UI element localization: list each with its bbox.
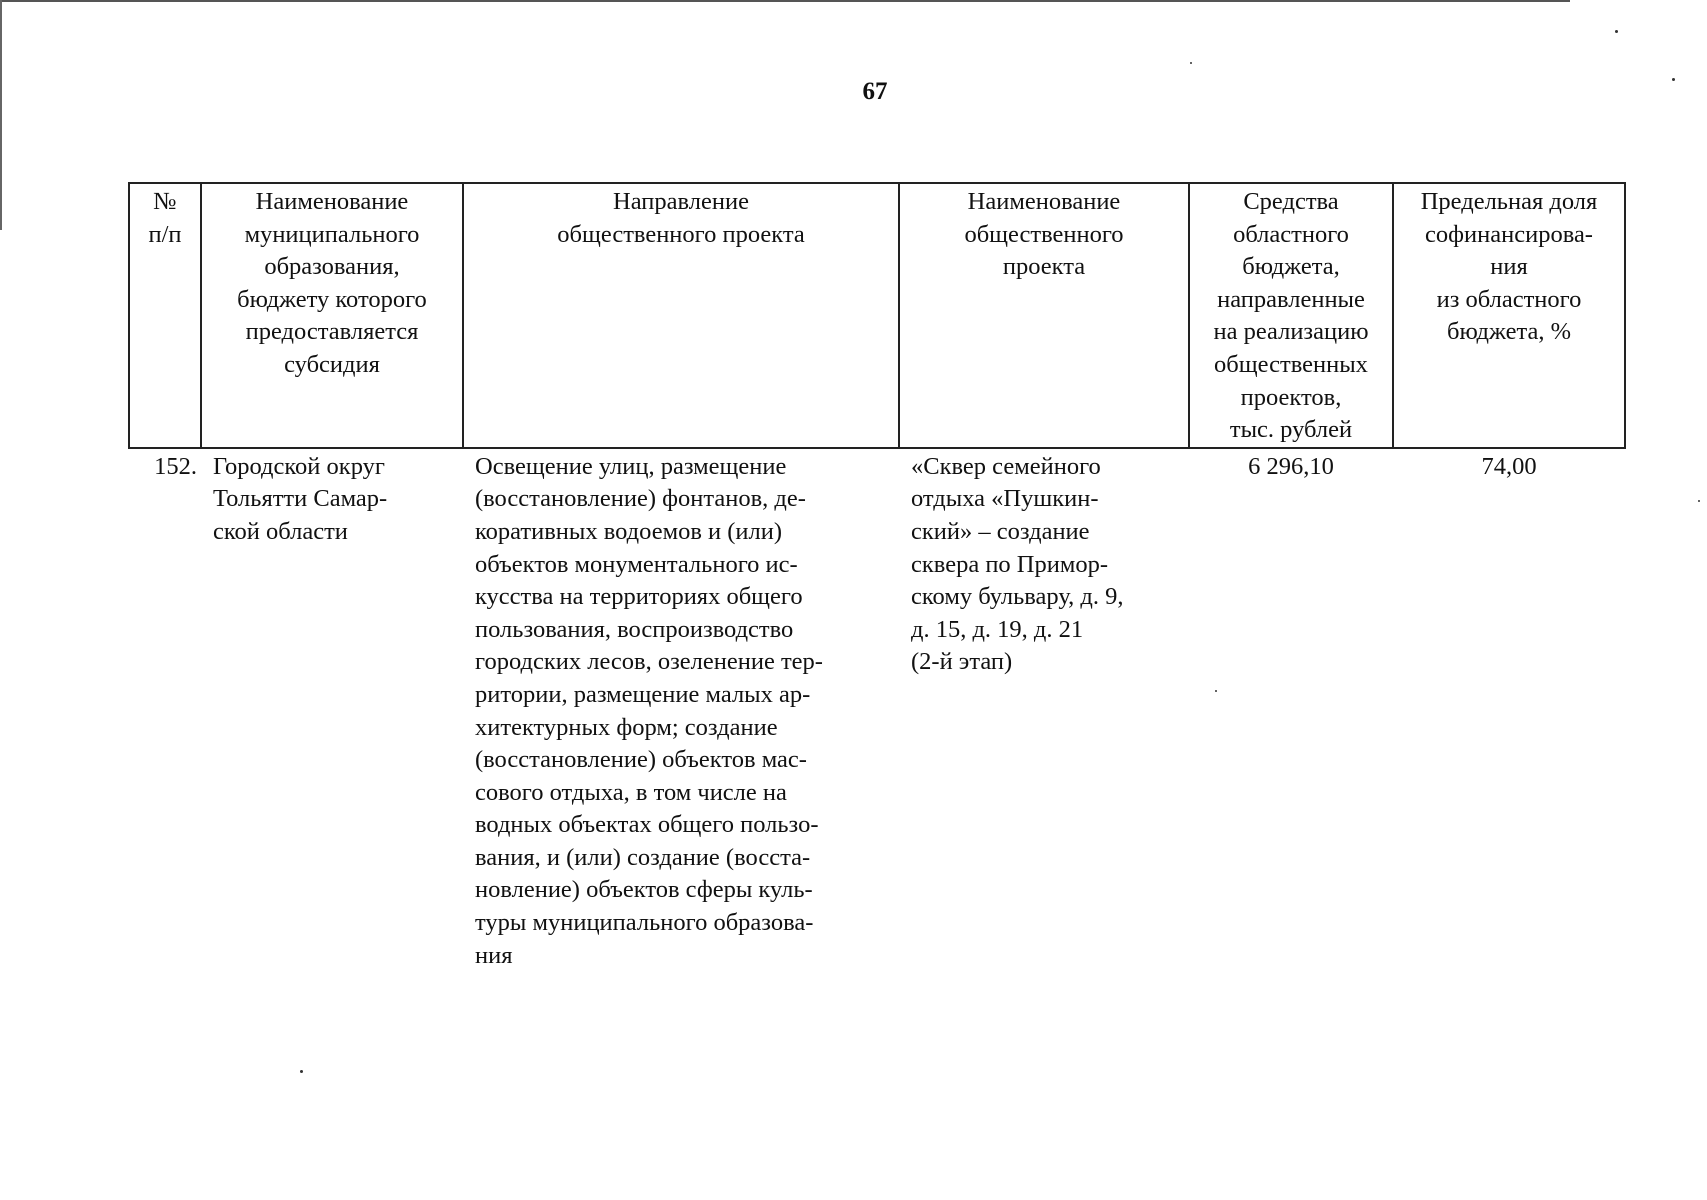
- scan-speck: [1215, 690, 1217, 692]
- cell-line: (2-й этап): [911, 648, 1013, 676]
- header-line: №: [153, 188, 177, 215]
- header-line: ния: [1490, 253, 1528, 281]
- scan-speck: [1190, 62, 1192, 64]
- header-line: общественного проекта: [557, 220, 805, 248]
- cell-line: (восстановление) фонтанов, де-: [475, 485, 806, 513]
- subsidy-table: [128, 182, 1626, 972]
- header-line: п/п: [148, 220, 182, 248]
- header-line: направленные: [1217, 285, 1365, 313]
- header-project-name: [899, 183, 1189, 448]
- header-line: Предельная доля: [1420, 188, 1598, 215]
- scan-edge-top: [0, 0, 1570, 2]
- cell-line: хитектурных форм; создание: [475, 713, 778, 741]
- cell-line: сквера по Примор-: [911, 550, 1109, 578]
- cell-line: туры муниципального образова-: [475, 909, 814, 937]
- page-number: 67: [862, 78, 888, 105]
- cell-line: ритории, размещение малых ар-: [475, 680, 811, 708]
- cell-line: кусства на территориях общего: [475, 583, 803, 611]
- cell-line: городских лесов, озеленение тер-: [475, 648, 823, 676]
- header-line: Средства: [1243, 188, 1339, 215]
- scan-speck: [300, 1070, 303, 1073]
- scan-speck: [1672, 78, 1675, 81]
- table-row: [129, 448, 1625, 973]
- scan-edge-left: [0, 0, 2, 230]
- header-line: общественного: [964, 220, 1124, 248]
- row-direction: [463, 448, 899, 973]
- header-line: бюджета, %: [1446, 318, 1571, 346]
- header-line: предоставляется: [245, 318, 419, 346]
- header-line: субсидия: [284, 350, 380, 378]
- cell-line: пользования, воспроизводство: [475, 615, 794, 643]
- cell-line: ский» – создание: [911, 517, 1090, 545]
- cell-line: «Сквер семейного: [911, 452, 1101, 480]
- header-line: муниципального: [244, 220, 420, 248]
- table-header-row: [129, 183, 1625, 448]
- cell-line: Городской округ: [213, 452, 385, 480]
- cell-line: отдыха «Пушкин-: [911, 485, 1099, 513]
- header-direction: [463, 183, 899, 448]
- cell-line: Тольятти Самар-: [213, 485, 388, 513]
- row-number: 152.: [154, 452, 197, 480]
- header-line: бюджета,: [1242, 253, 1340, 281]
- header-share: [1393, 183, 1625, 448]
- header-line: Направление: [613, 188, 749, 215]
- row-share: 74,00: [1481, 452, 1537, 480]
- header-line: из областного: [1436, 285, 1582, 313]
- header-line: образования,: [264, 253, 400, 281]
- cell-line: Освещение улиц, размещение: [475, 452, 787, 480]
- header-line: бюджету которого: [237, 285, 427, 313]
- row-municipality: [201, 448, 463, 973]
- header-line: общественных: [1214, 350, 1368, 378]
- scan-speck: [1698, 500, 1700, 502]
- row-funds: 6 296,10: [1248, 452, 1334, 480]
- cell-line: скому бульвару, д. 9,: [911, 583, 1124, 611]
- header-funds: [1189, 183, 1393, 448]
- cell-line: ния: [475, 941, 513, 969]
- header-line: Наименование: [255, 188, 409, 215]
- header-line: на реализацию: [1213, 318, 1369, 346]
- cell-line: вания, и (или) создание (восста-: [475, 843, 811, 871]
- cell-line: ской области: [213, 517, 348, 545]
- cell-line: коративных водоемов и (или): [475, 517, 783, 545]
- header-line: софинансирова-: [1425, 220, 1593, 248]
- cell-line: водных объектах общего пользо-: [475, 811, 819, 839]
- row-project-name: [899, 448, 1189, 973]
- header-num: [129, 183, 201, 448]
- header-municipality: [201, 183, 463, 448]
- cell-line: сового отдыха, в том числе на: [475, 778, 787, 806]
- header-line: тыс. рублей: [1229, 416, 1353, 444]
- cell-line: новление) объектов сферы куль-: [475, 876, 813, 904]
- scan-speck: [1615, 30, 1618, 33]
- header-line: проекта: [1002, 253, 1086, 281]
- cell-line: объектов монументального ис-: [475, 550, 798, 578]
- cell-line: д. 15, д. 19, д. 21: [911, 615, 1084, 643]
- header-line: областного: [1233, 220, 1349, 248]
- header-line: Наименование: [967, 188, 1121, 215]
- cell-line: (восстановление) объектов мас-: [475, 746, 807, 774]
- header-line: проектов,: [1240, 383, 1342, 411]
